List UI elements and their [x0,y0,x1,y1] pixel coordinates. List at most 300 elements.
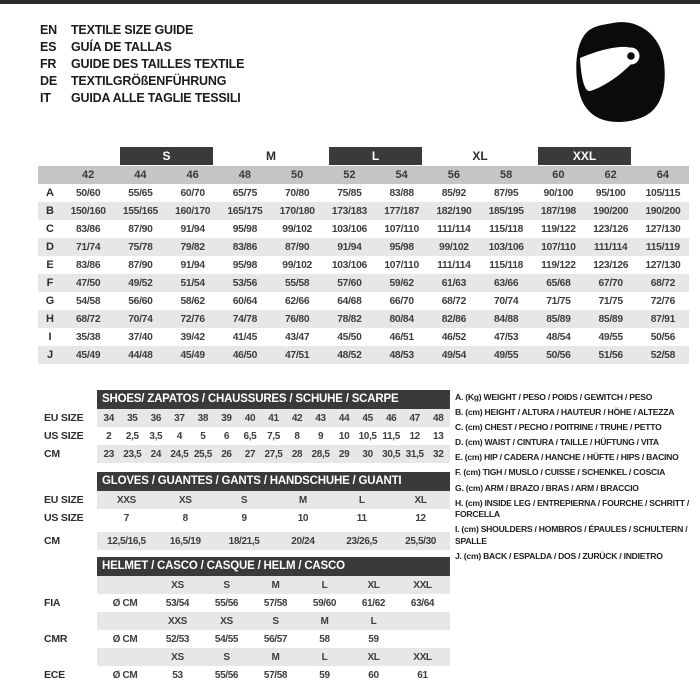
size-cell: 61/62 [361,597,386,609]
size-cell: 68/72 [441,295,467,307]
size-cell: 85/89 [546,313,571,325]
size-cell: 43 [315,412,326,424]
size-cell: 99/102 [439,241,469,253]
size-cell: 28 [291,448,303,460]
language-label: GUIDE DES TAILLES TEXTILE [71,57,245,71]
row-label-eu-size: EU SIZE [44,412,84,424]
size-cell: 44 [338,412,350,424]
row-label: C [46,223,54,235]
size-column-header: XL [367,579,380,591]
size-column-header: 56 [447,169,460,181]
size-cell: 43/47 [284,331,310,343]
size-column-header: 52 [343,169,356,181]
gloves-table-row [97,509,450,527]
size-cell: 60/64 [232,295,258,307]
size-cell: 49/55 [493,349,519,361]
size-cell: 4 [176,430,182,442]
size-cell: 103/106 [331,259,367,271]
language-row [40,39,244,56]
size-cell: 185/195 [488,205,524,217]
row-label-us-size: US SIZE [44,430,84,442]
helmet-section [44,557,450,684]
size-cell: 127/130 [645,223,681,235]
size-cell: 55/58 [284,277,310,289]
size-cell: 46/52 [441,331,467,343]
size-column-header: 58 [500,169,513,181]
language-code: ES [40,40,57,54]
size-cell: 40 [244,412,256,424]
size-table-row [38,328,689,346]
legend-item: F. (cm) TIGH / MUSLO / CUISSE / SCHENKEL / COSCIA [455,467,666,478]
size-cell: 59/62 [389,277,414,289]
legend-item: E. (cm) HIP / CADERA / HANCHE / HÜFTE / HIPS / BACINO [455,452,679,463]
size-cell: 49/52 [128,277,153,289]
size-cell: 123/126 [593,223,629,235]
size-cell: 115/119 [645,241,680,253]
row-label: J [46,349,54,361]
size-column-header: M [271,651,280,663]
helmet-value-row [97,594,450,612]
size-cell: 173/183 [331,205,367,217]
row-label-ece: ECE [44,669,65,681]
row-label: G [45,295,55,307]
row-label-cmr: CMR [44,633,68,645]
size-column-header: XXL [413,651,432,663]
size-cell: 87/91 [650,313,676,325]
size-cell: 24 [150,448,162,460]
size-cell: 190/200 [593,205,629,217]
size-cell: 8 [294,430,300,442]
size-cell: L [358,494,365,506]
size-cell: 66/70 [389,295,414,307]
size-cell: 115/118 [489,223,524,235]
size-cell: 111/114 [593,241,628,253]
size-cell: 49/54 [441,349,467,361]
size-cell: 37/40 [128,331,153,343]
size-cell: 123/126 [593,259,629,271]
size-cell: 27 [244,448,256,460]
size-cell: 105/115 [645,187,681,199]
size-cell: 85/92 [441,187,467,199]
size-cell: 46 [385,412,397,424]
size-column-header: 44 [134,169,147,181]
row-label: D [46,241,54,253]
size-cell: 87/90 [128,223,153,235]
size-group-s: S [120,147,213,165]
size-table-row [38,238,689,256]
size-cell: 95/98 [232,259,258,271]
size-cell: 107/110 [384,223,419,235]
size-column-header: XXL [413,579,432,591]
size-cell: 11 [356,512,367,524]
size-cell: 35/38 [75,331,101,343]
size-cell: 62/66 [284,295,310,307]
size-cell: 6 [223,430,230,442]
size-cell: 91/94 [337,241,362,253]
size-cell: 6,5 [243,430,257,442]
size-table-row [38,346,689,364]
size-cell: 54/55 [214,633,239,645]
legend-item: B. (cm) HEIGHT / ALTURA / HAUTEUR / HÖHE / ALTEZZA [455,407,675,418]
size-column-header: XS [220,615,233,627]
size-cell: 59 [368,633,379,645]
gloves-section [44,472,450,550]
legend-item: D. (cm) WAIST / CINTURA / TAILLE / HÜFTUNG / VITA [455,437,659,448]
row-label-cm: CM [44,448,60,460]
size-cell: 115/118 [489,259,524,271]
size-cell: 52/53 [165,633,190,645]
size-cell: 55/65 [128,187,153,199]
size-column-header: S [272,615,279,627]
size-cell: 187/198 [540,205,576,217]
size-column-header: 54 [395,169,408,181]
row-label: A [46,187,54,199]
size-cell: 107/110 [541,241,576,253]
row-label-spacer [44,576,97,594]
size-cell: 95/98 [232,223,258,235]
size-cell: 74/78 [232,313,258,325]
size-cell: 103/106 [488,241,524,253]
size-column-header: 50 [291,169,304,181]
size-cell: 75/85 [337,187,362,199]
size-cell: 46/51 [389,331,414,343]
size-cell: 57/60 [337,277,362,289]
language-code: EN [40,23,57,37]
size-group-l: L [329,147,422,165]
helmet-value-row [97,630,450,648]
size-cell: 190/200 [645,205,681,217]
size-cell: 34 [103,412,114,424]
size-cell: 25,5 [193,448,212,460]
legend-item: A. (Kg) WEIGHT / PESO / POIDS / GEWITCH / PESO [455,392,653,402]
size-cell: 36 [150,412,162,424]
size-column-header: XXS [168,615,187,627]
size-cell: 12,5/16,5 [107,535,146,547]
size-cell: 83/88 [389,187,414,199]
size-cell: 111/114 [437,223,471,235]
size-column-header: M [320,615,329,627]
size-cell: 12 [415,512,426,524]
size-cell: 107/110 [384,259,419,271]
size-number-header-row [38,166,689,184]
size-cell: 47 [409,412,420,424]
size-cell: 59 [319,669,330,681]
size-cell: 10 [297,512,309,524]
size-column-header: L [321,579,328,591]
size-cell: 18/21,5 [228,535,260,547]
row-label-us-size: US SIZE [44,512,84,524]
helmet-size-header-row [97,576,450,594]
size-cell: 45/50 [337,331,362,343]
legend-item: H. (cm) INSIDE LEG / ENTREPIERNA / FOURCHE / SCHRITT / FORCELLA [455,497,689,520]
size-group-m: M [266,149,276,163]
size-table-row [38,274,689,292]
size-cell: 24,5 [170,448,189,460]
size-cell: 41/45 [232,331,258,343]
size-cell: XL [414,494,427,506]
row-label: F [46,277,54,289]
size-cell: 177/187 [384,205,420,217]
size-cell: M [298,494,307,506]
size-cell: 85/89 [598,313,623,325]
size-cell: 47/53 [493,331,519,343]
gloves-section-title: GLOVES / GUANTES / GANTS / HANDSCHUHE / GUANTI [97,472,450,491]
size-cell: 49/55 [598,331,623,343]
helmet-value-row [97,666,450,684]
row-label: H [46,313,54,325]
size-column-header: L [321,651,328,663]
row-label-eu-size: EU SIZE [44,494,84,506]
size-cell: 63/64 [410,597,435,609]
size-cell: 95/100 [595,187,626,199]
size-cell: 58 [319,633,330,645]
size-cell: XXS [116,494,136,506]
diameter-label: Ø CM [112,633,138,645]
gloves-rows [97,491,450,550]
size-cell: 47/51 [284,349,310,361]
language-code: FR [40,57,57,71]
size-cell: 127/130 [645,259,681,271]
gloves-table-row [97,532,450,550]
size-cell: 87/90 [128,259,153,271]
size-table-row [38,256,689,274]
size-cell: 54/58 [75,295,101,307]
size-cell: 12 [409,430,420,442]
shoes-section [44,390,450,463]
size-cell: S [240,494,248,506]
size-cell: 82/86 [441,313,467,325]
size-cell: 71/75 [546,295,571,307]
helmet-row-labels [44,557,97,684]
size-column-header: XS [171,579,184,591]
size-cell: 41 [268,412,279,424]
size-cell: 45/49 [75,349,101,361]
size-cell: 23/26,5 [346,535,378,547]
language-row [40,22,244,39]
size-cell: 75/78 [128,241,153,253]
size-cell: 70/80 [284,187,310,199]
legend-item: I. (cm) SHOULDERS / HOMBROS / ÉPAULES / SCHULTERN / SPALLE [455,524,688,546]
size-cell: 2,5 [125,430,139,442]
size-cell: 53 [172,669,183,681]
size-cell: 55/56 [214,597,239,609]
size-column-header: XS [171,651,184,663]
size-cell: 61/63 [441,277,467,289]
shoes-row-labels [44,390,97,463]
size-cell: 5 [200,430,206,442]
size-cell: 63/66 [493,277,519,289]
helmet-size-table [97,557,450,684]
size-cell: 50/60 [75,187,101,199]
size-cell: 170/180 [279,205,315,217]
row-label-fia: FIA [44,597,61,609]
size-cell: 79/82 [180,241,205,253]
language-code: DE [40,74,57,88]
size-cell: 58/62 [180,295,205,307]
size-group-header-row [38,147,689,165]
legend-item: J. (cm) BACK / ESPALDA / DOS / ZURÜCK / INDIETRO [455,550,663,561]
size-cell: 103/106 [331,223,367,235]
measurement-legend [455,392,700,566]
size-cell: 83/86 [75,259,101,271]
size-cell: 99/102 [282,259,312,271]
size-cell: 72/76 [180,313,205,325]
size-cell: 67/70 [598,277,623,289]
visor-pivot-inner [627,52,635,60]
size-cell: 70/74 [128,313,153,325]
size-cell: 56/60 [128,295,153,307]
size-table-row [38,292,689,310]
size-table-row [38,202,689,220]
size-cell: 95/98 [389,241,414,253]
size-column-header: 60 [552,169,565,181]
size-table-row [38,220,689,238]
size-cell: 46/50 [232,349,258,361]
size-cell: 59/60 [312,597,337,609]
size-cell: 37 [174,412,185,424]
size-column-header: S [223,651,230,663]
size-cell: 27,5 [264,448,283,460]
gloves-table [97,472,450,550]
size-cell: 165/175 [227,205,263,217]
size-column-header: 46 [186,169,199,181]
textile-size-rows [38,184,689,364]
size-cell: 39 [221,412,232,424]
size-cell: 111/114 [437,259,471,271]
size-cell: 76/80 [284,313,310,325]
size-cell: 42 [291,412,303,424]
size-cell: 60 [368,669,379,681]
size-cell: 87/95 [493,187,519,199]
language-row [40,56,244,73]
size-cell: 16,5/19 [169,535,201,547]
shoes-table-row [97,445,450,463]
size-cell: 57/58 [263,597,288,609]
size-cell: 25,5/30 [405,535,437,547]
size-column-header: 62 [604,169,617,181]
size-cell: 182/190 [436,205,472,217]
language-row [40,90,244,107]
helmet-section-title: HELMET / CASCO / CASQUE / HELM / CASCO [97,557,450,576]
size-cell: 11,5 [382,430,400,442]
size-cell: 55/56 [214,669,239,681]
legend-item: C. (cm) CHEST / PECHO / POITRINE / TRUHE / PETTO [455,422,662,433]
language-label: TEXTILGRÖßENFÜHRUNG [71,74,227,88]
size-cell: 84/88 [493,313,519,325]
language-label: TEXTILE SIZE GUIDE [71,23,194,37]
size-cell: 68/72 [75,313,101,325]
size-cell: 155/165 [122,205,158,217]
size-cell: 39/42 [180,331,205,343]
size-cell: 23,5 [123,448,142,460]
size-cell: 2 [106,430,112,442]
size-cell: 56/57 [263,633,288,645]
size-cell: 70/74 [493,295,519,307]
size-cell: 35 [127,412,138,424]
size-cell: 87/90 [284,241,310,253]
size-cell: 60/70 [180,187,205,199]
size-column-header: L [370,615,377,627]
legend-item: G. (cm) ARM / BRAZO / BRAS / ARM / BRACCIO [455,482,639,493]
size-cell: 52/58 [650,349,676,361]
size-cell: 72/76 [650,295,676,307]
size-cell: 26 [221,448,232,460]
diameter-label: Ø CM [112,597,138,609]
textile-size-table [38,147,689,364]
size-cell: 50/56 [546,349,571,361]
size-cell: 83/86 [232,241,258,253]
size-cell: 9 [317,430,324,442]
shoes-rows [97,409,450,463]
helmet-size-header-row [97,648,450,666]
top-border-strip [0,0,700,4]
size-cell: 48/54 [546,331,571,343]
size-cell: 30,5 [382,448,401,460]
size-cell: 31,5 [405,448,424,460]
gloves-table-row [97,491,450,509]
size-cell: 64/68 [337,295,362,307]
shoes-table-row [97,409,450,427]
size-cell: 30 [362,448,373,460]
size-cell: 57/58 [263,669,288,681]
row-label-spacer [44,648,97,666]
size-cell: XS [178,494,192,506]
size-cell: 83/86 [75,223,101,235]
size-cell: 53/54 [165,597,190,609]
size-column-header: M [271,579,280,591]
row-label: E [46,259,54,271]
size-cell: 90/100 [543,187,574,199]
size-table-row [38,310,689,328]
size-cell: 68/72 [650,277,676,289]
size-cell: 8 [182,512,188,524]
language-list [40,22,244,107]
size-cell: 150/160 [70,205,106,217]
size-cell: 51/56 [598,349,623,361]
size-cell: 61 [417,669,428,681]
size-column-header: XL [367,651,380,663]
size-column-header: 64 [656,169,669,181]
shoes-section-title: SHOES/ ZAPATOS / CHAUSSURES / SCHUHE / SCARPE [97,390,450,409]
size-cell: 160/170 [175,205,211,217]
language-label: GUIDA ALLE TAGLIE TESSILI [71,91,241,105]
diameter-label: Ø CM [112,669,138,681]
row-label-spacer [44,612,97,630]
size-cell: 7 [123,512,130,524]
row-label: B [46,205,54,217]
size-cell: 32 [433,448,444,460]
size-cell: 119/122 [541,259,576,271]
size-cell: 13 [433,430,444,442]
size-cell: 50/56 [650,331,676,343]
size-cell: 91/94 [180,223,205,235]
helmet-rows [97,576,450,684]
size-cell: 7,5 [267,430,280,442]
language-code: IT [40,91,51,105]
size-cell: 65/68 [546,277,571,289]
size-cell: 48/52 [337,349,362,361]
size-cell: 80/84 [389,313,414,325]
shoes-table [97,390,450,463]
size-column-header: 42 [82,169,95,181]
size-cell: 65/75 [232,187,258,199]
size-cell: 38 [197,412,209,424]
size-column-header: S [223,579,230,591]
helmet-size-header-row [97,612,450,630]
size-cell: 10,5 [358,430,377,442]
size-cell: 3,5 [149,430,163,442]
size-cell: 48 [433,412,444,424]
